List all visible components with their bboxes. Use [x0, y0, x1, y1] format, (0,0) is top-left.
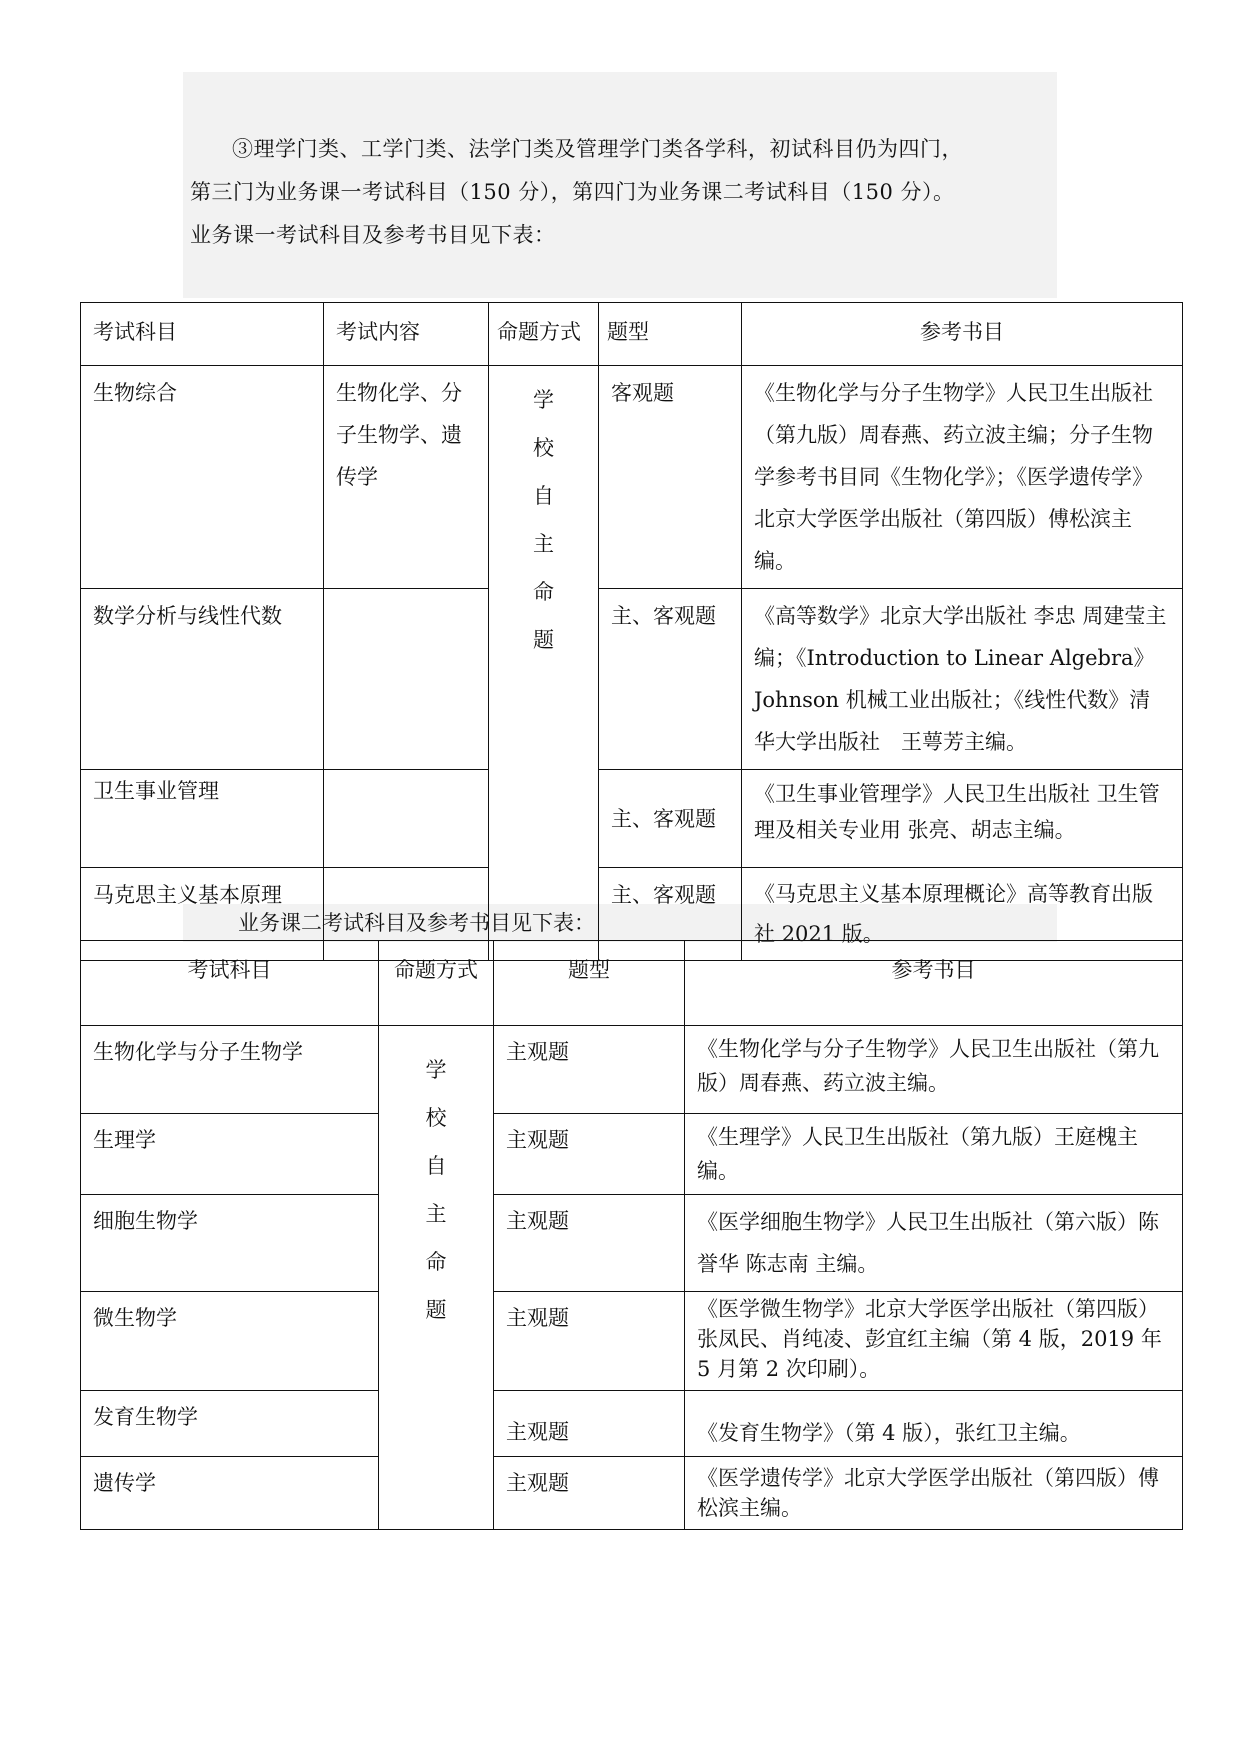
- method-char: 命: [533, 580, 554, 604]
- method-char: 校: [533, 436, 554, 460]
- table-course-one: [80, 302, 1183, 961]
- table-row: [81, 366, 1183, 589]
- table-row: [81, 1457, 1183, 1530]
- content-cell: [324, 589, 489, 770]
- reference-cell: 《生物化学与分子生物学》人民卫生出版社（第九版）周春燕、药立波主编。: [685, 1026, 1183, 1114]
- subject-cell: 马克思主义基本原理: [81, 868, 324, 961]
- subject-cell: 遗传学: [81, 1457, 379, 1530]
- header-reference: 参考书目: [742, 303, 1183, 366]
- method-char: 题: [533, 628, 554, 652]
- header-method: 命题方式: [379, 941, 494, 1026]
- method-cell: [489, 366, 599, 961]
- table-row: [81, 1391, 1183, 1457]
- method-char: 学: [533, 388, 554, 412]
- table-row: [81, 770, 1183, 868]
- table-header-row: [81, 941, 1183, 1026]
- type-cell: 主观题: [494, 1114, 685, 1195]
- content-cell: 生物化学、分子生物学、遗传学: [324, 366, 489, 589]
- reference-cell: 《生理学》人民卫生出版社（第九版）王庭槐主编。: [685, 1114, 1183, 1195]
- table-row: [81, 1114, 1183, 1195]
- header-reference: 参考书目: [685, 941, 1183, 1026]
- intro2-text: 业务课二考试科目及参考书目见下表：: [238, 911, 595, 935]
- intro-line-1: ③理学门类、工学门类、法学门类及管理学门类各学科，初试科目仍为四门，: [232, 137, 963, 161]
- subject-cell: 微生物学: [81, 1292, 379, 1391]
- type-cell: 客观题: [599, 366, 742, 589]
- reference-cell: 《生物化学与分子生物学》人民卫生出版社（第九版）周春燕、药立波主编；分子生物学参考书目同《生物化学》；《医学遗传学》北京大学医学出版社（第四版）傅松滨主编。: [742, 366, 1183, 589]
- intro-line-3: 业务课一考试科目及参考书目见下表：: [190, 223, 556, 247]
- reference-cell: 《医学遗传学》北京大学医学出版社（第四版）傅松滨主编。: [685, 1457, 1183, 1530]
- subject-cell: 卫生事业管理: [81, 770, 324, 868]
- table-row: [81, 1292, 1183, 1391]
- type-cell: 主观题: [494, 1457, 685, 1530]
- subject-cell: 发育生物学: [81, 1391, 379, 1457]
- method-char: 题: [425, 1298, 447, 1322]
- type-cell: 主、客观题: [599, 589, 742, 770]
- reference-cell: 《发育生物学》（第 4 版），张红卫主编。: [685, 1391, 1183, 1457]
- reference-cell: 《医学微生物学》北京大学医学出版社（第四版）张凤民、肖纯凌、彭宜红主编（第 4 版，2019 年 5 月第 2 次印刷）。: [685, 1292, 1183, 1391]
- header-type: 题型: [494, 941, 685, 1026]
- type-cell: 主观题: [494, 1026, 685, 1114]
- header-subject: 考试科目: [81, 941, 379, 1026]
- table-course-two: [80, 940, 1183, 1530]
- method-char: 命: [425, 1250, 447, 1274]
- table-row: [81, 1026, 1183, 1114]
- reference-cell: 《马克思主义基本原理概论》高等教育出版社 2021 版。: [742, 868, 1183, 961]
- subject-cell: 细胞生物学: [81, 1195, 379, 1292]
- subject-cell: 生物化学与分子生物学: [81, 1026, 379, 1114]
- reference-cell: 《卫生事业管理学》人民卫生出版社 卫生管理及相关专业用 张亮、胡志主编。: [742, 770, 1183, 868]
- table-row: [81, 589, 1183, 770]
- type-cell: 主、客观题: [599, 770, 742, 868]
- intro-paragraph: [190, 128, 1050, 257]
- subject-cell: 生理学: [81, 1114, 379, 1195]
- reference-cell: 《高等数学》北京大学出版社 李忠 周建莹主编；《Introduction to Linear Algebra》Johnson 机械工业出版社；《线性代数》清华大学出版社 王萼芳主编。: [742, 589, 1183, 770]
- header-subject: 考试科目: [81, 303, 324, 366]
- method-char: 主: [425, 1202, 447, 1226]
- table-header-row: [81, 303, 1183, 366]
- reference-cell: 《医学细胞生物学》人民卫生出版社（第六版）陈誉华 陈志南 主编。: [685, 1195, 1183, 1292]
- type-cell: 主、客观题: [599, 868, 742, 961]
- content-cell: [324, 770, 489, 868]
- table-row: [81, 1195, 1183, 1292]
- method-char: 自: [425, 1154, 447, 1178]
- type-cell: 主观题: [494, 1292, 685, 1391]
- intro-line-2: 第三门为业务课一考试科目（150 分），第四门为业务课二考试科目（150 分）。: [190, 180, 955, 204]
- subject-cell: 生物综合: [81, 366, 324, 589]
- method-cell: [379, 1026, 494, 1530]
- header-method: 命题方式: [489, 303, 599, 366]
- type-cell: 主观题: [494, 1195, 685, 1292]
- header-type: 题型: [599, 303, 742, 366]
- method-char: 学: [425, 1058, 447, 1082]
- type-cell: 主观题: [494, 1391, 685, 1457]
- method-char: 自: [533, 484, 554, 508]
- subject-cell: 数学分析与线性代数: [81, 589, 324, 770]
- method-char: 主: [533, 532, 554, 556]
- method-char: 校: [425, 1106, 447, 1130]
- header-content: 考试内容: [324, 303, 489, 366]
